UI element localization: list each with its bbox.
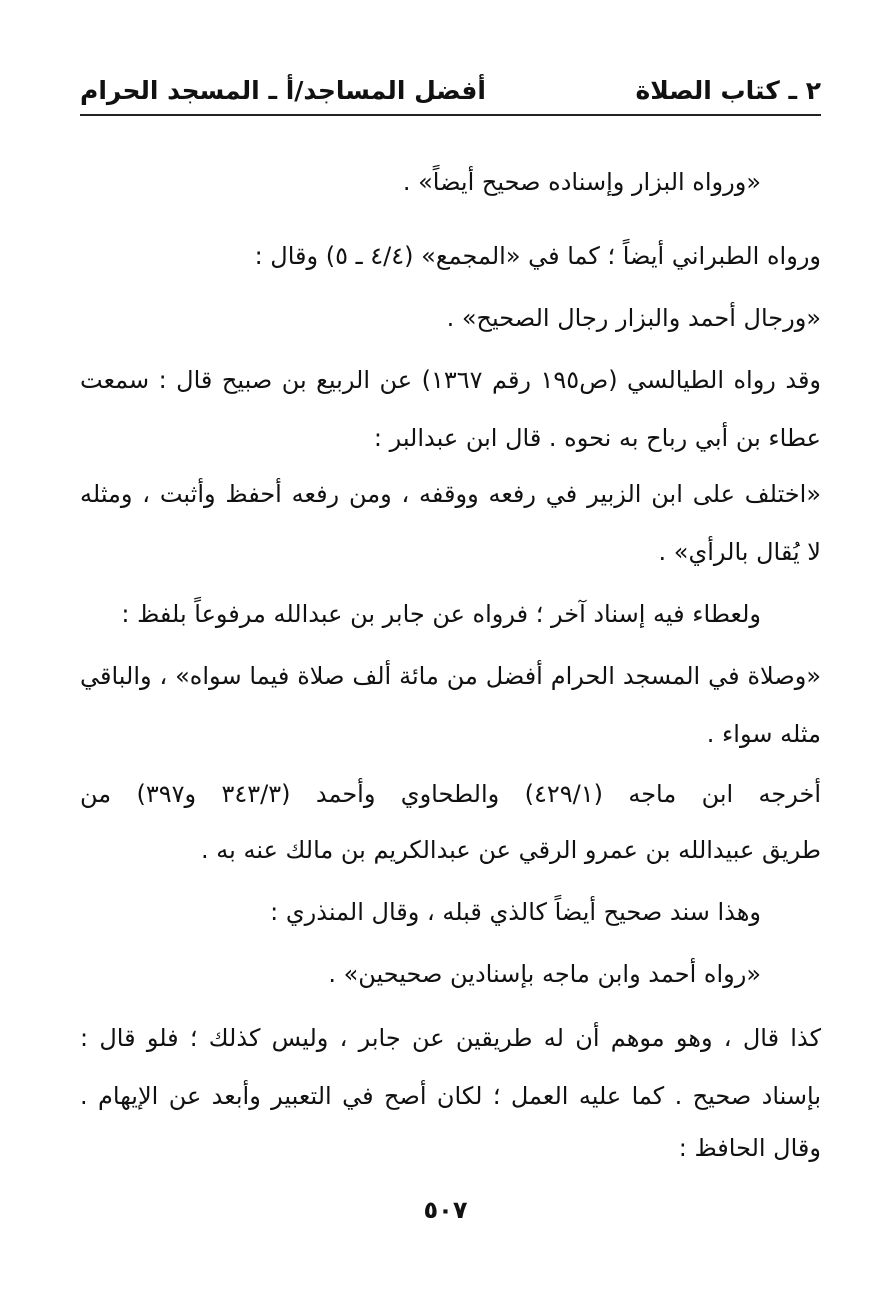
text-line: «اختلف على ابن الزبير في رفعه ووقفه ، ومن رفعه أحفظ وأثبت ، ومثله: [80, 480, 821, 508]
text-line: كذا قال ، وهو موهم أن له طريقين عن جابر ، وليس كذلك ؛ فلو قال :: [80, 1024, 821, 1052]
running-header: [80, 66, 821, 116]
text-line: «ورواه البزار وإسناده صحيح أيضاً» .: [402, 168, 761, 196]
text-line: أخرجه ابن ماجه (٤٢٩/١) والطحاوي وأحمد (٣٤٣/٣ و٣٩٧) من: [80, 780, 822, 808]
text-line: بإسناد صحيح . كما عليه العمل ؛ لكان أصح في التعبير وأبعد عن الإيهام .: [80, 1082, 821, 1110]
page-number: ٥٠٧: [423, 1196, 468, 1224]
text-line: «وصلاة في المسجد الحرام أفضل من مائة ألف صلاة فيما سواه» ، والباقي: [80, 662, 821, 690]
text-line: مثله سواء .: [706, 720, 821, 748]
text-line: «ورجال أحمد والبزار رجال الصحيح» .: [446, 304, 821, 332]
header-chapter-title: ٢ ـ كتاب الصلاة: [635, 75, 821, 105]
text-line: «رواه أحمد وابن ماجه بإسنادين صحيحين» .: [328, 960, 761, 988]
text-line: ولعطاء فيه إسناد آخر ؛ فرواه عن جابر بن عبدالله مرفوعاً بلفظ :: [121, 600, 761, 628]
text-line: لا يُقال بالرأي» .: [658, 538, 821, 566]
text-line: وقد رواه الطيالسي (ص١٩٥ رقم ١٣٦٧) عن الربيع بن صبيح قال : سمعت: [80, 366, 822, 394]
text-line: عطاء بن أبي رباح به نحوه . قال ابن عبدالبر :: [373, 424, 821, 452]
text-line: طريق عبيدالله بن عمرو الرقي عن عبدالكريم بن مالك عنه به .: [201, 836, 821, 864]
text-line: وقال الحافظ :: [678, 1134, 821, 1162]
text-line: ورواه الطبراني أيضاً ؛ كما في «المجمع» (٤/٤ ـ ٥) وقال :: [254, 242, 821, 270]
header-section-title: أفضل المساجد/أ ـ المسجد الحرام: [80, 75, 486, 105]
text-line: وهذا سند صحيح أيضاً كالذي قبله ، وقال المنذري :: [270, 898, 761, 926]
